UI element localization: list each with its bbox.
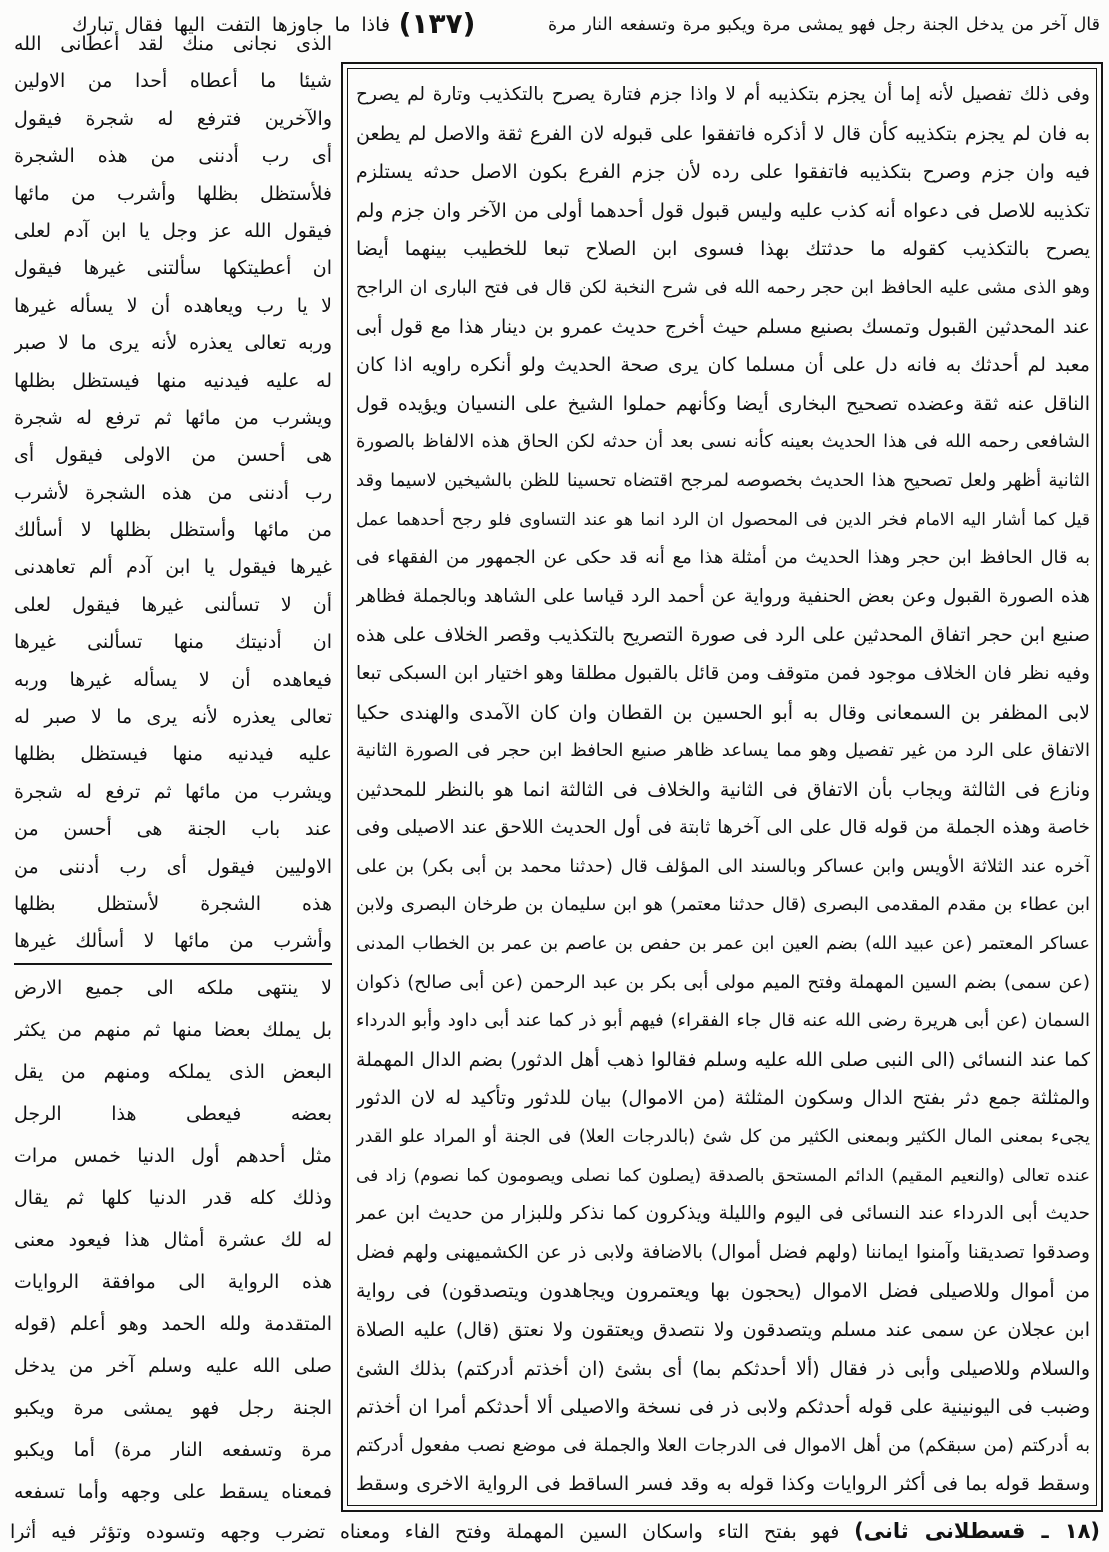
footer-text: فهو بفتح التاء واسكان السين المهملة وفتح الفاء ومعناه تضرب وجهه وتسوده وتؤثر فيه أثرا (10, 1521, 840, 1543)
margin-line: وربه تعالى يعذره لأنه يرى ما لا صبر (14, 332, 332, 355)
note-line: بعضه فيعطى هذا الرجل (14, 1103, 332, 1125)
margin-line: والآخرين فترفع له شجرة فيقول (14, 107, 332, 130)
margin-line: له عليه فيدنيه منها فيستظل بظلها (14, 369, 332, 392)
commentary-line: ونازع فى الثالثة ويجاب بأن الاتفاق فى الثانية والخلاف فى الثالثة انما هو بالنظر للمحدثين (356, 778, 1090, 801)
commentary-line: (عن سمى) بضم السين المهملة وفتح الميم مولى أبى بكر بن عبد الرحمن (عن أبى صالح) ذكوان (356, 971, 1090, 993)
note-line: لا ينتهى ملكه الى جميع الارض (14, 977, 332, 999)
margin-line: أن لا تسألنى غيرها فيقول لعلى (14, 593, 332, 616)
commentary-line: والسلام وللاصيلى وأبى ذر فقال (ألا أحدثكم بما) أى بشئ (ان أخذتم أدركتم) بذلك الشئ (356, 1357, 1090, 1380)
commentary-line: به فان لم يجزم بتكذيبه كأن قال لا أذكره فاتفقوا على قبوله لان الفرع ثقة والاصل لم يطعن (356, 122, 1090, 145)
margin-line: غيرها فيقول يا ابن آدم ألم تعاهدنى (14, 556, 332, 579)
commentary-line: وهو الذى مشى عليه الحافظ ابن حجر رحمه الله فى شرح النخبة لكن قال فى فتح البارى ان الراجح (356, 277, 1090, 298)
commentary-line: فيه وان جزم وصرح بتكذيبه فاتفقوا على رده لأن جزم الفرع بكون الاصل حدثه يستلزم (356, 161, 1090, 184)
running-head-left: فاذا ما جاوزها التفت اليها فقال تبارك (72, 14, 390, 36)
commentary-text (356, 76, 1090, 1504)
commentary-line: لابى المظفر بن السمعانى وقال به أبو الحسين بن القطان وان كان الآمدى والهندى حكيا (356, 701, 1090, 724)
margin-separator-rule (14, 963, 332, 965)
commentary-line: الاتفاق على الرد من غير تفصيل وهو مما يساعد ظاهر صنيع الحافظ ابن حجر فى الصورة الثانية (356, 740, 1090, 762)
margin-line: ويشرب من مائها ثم ترفع له شجرة (14, 406, 332, 429)
margin-line: ان أدنيتك منها تسألنى غيرها (14, 631, 332, 654)
commentary-line: هذه الصورة القبول وعن بعض الحنفية ورواية عن أحمد الرد قياسا على الشاهد وبالجملة فظاهر (356, 585, 1090, 607)
margin-line: ويشرب من مائها ثم ترفع له شجرة (14, 780, 332, 803)
margin-line: فلأستظل بظلها وأشرب من مائها (14, 182, 332, 205)
page-number: (١٣٧) (398, 7, 476, 40)
running-head-right: قال آخر من يدخل الجنة رجل فهو يمشى مرة ويكبو مرة وتسفعه النار مرة (548, 15, 1100, 35)
note-line: هذه الرواية الى موافقة الروايات (14, 1271, 332, 1293)
commentary-line: ابن عطاء بن مقدم المقدمى البصرى (قال حدثنا معتمر) هو ابن سليمان بن طرخان البصرى ولابن (356, 894, 1090, 916)
margin-line: عند باب الجنة هى أحسن من (14, 818, 332, 841)
margin-line: فيقول الله عز وجل يا ابن آدم لعلى (14, 219, 332, 242)
margin-line: تعالى يعذره لأنه يرى ما لا صبر له (14, 706, 332, 729)
margin-notes (14, 967, 332, 1513)
note-line: فمعناه يسقط على وجهه وأما تسفعه (14, 1481, 332, 1503)
note-line: مرة وتسفعه النار مرة) أما ويكبو (14, 1439, 332, 1461)
margin-line: هى أحسن من الاولى فيقول أى (14, 444, 332, 467)
commentary-line: عساكر المعتمر (عن عبيد الله) بضم العين ابن عمر بن حفص بن عاصم بن عمر بن الخطاب المدنى (356, 934, 1090, 955)
commentary-line: صنيع ابن حجر اتفاق المحدثين على الرد فى صورة التصريح بالتكذيب وقصر الخلاف على هذه (356, 624, 1090, 647)
commentary-line: وفيه نظر فان الخلاف موجود فمن متوقف ومن قائل بالقبول مطلقا وهو اختيار ابن السبكى تبعا (356, 662, 1090, 684)
commentary-line: ابن عجلان عن سمى عند مسلم ويتصدقون ولا نتصدق ويعتقون ولا نعتق (قال) عليه الصلاة (356, 1319, 1090, 1341)
note-line: صلى الله عليه وسلم آخر من يدخل (14, 1355, 332, 1377)
page-footer (10, 1514, 1100, 1548)
note-line: مثل أحدهم أول الدنيا خمس مرات (14, 1145, 332, 1167)
margin-line: لا يا رب ويعاهده أن لا يسأله غيرها (14, 294, 332, 317)
note-line: البعض الذى يملكه ومنهم من يقل (14, 1061, 332, 1083)
margin-line: أى رب أدننى من هذه الشجرة (14, 145, 332, 168)
commentary-line: تكذيبه للاصل فى دعواه أنه كذب عليه وليس قبول قول أحدهما أولى من الآخر وان جزم ولم (356, 199, 1090, 222)
commentary-line: الشافعى رحمه الله فى هذا الحديث بعينه كأنه نسى بعد أن حدثه لكن الحاق هذه الالفاظ بالصورة (356, 431, 1090, 453)
commentary-line: آخره عند الثلاثة الأويس وابن عساكر وبالسند الى المؤلف قال (حدثنا محمد بن أبى بكر) بن على (356, 855, 1090, 877)
commentary-line: معبد لم أحدثك به فانه دل على أن مسلما كان يرى صحة الحديث ولو أنكره راويه اذا كان (356, 354, 1090, 377)
commentary-line: وصدقوا تصديقنا وآمنوا ايماننا (ولهم فضل أموال) بالاضافة ولابى ذر عن الكشميهنى ولهم فضل (356, 1241, 1090, 1263)
commentary-line: والمثلثة جمع دثر بفتح الدال وسكون المثلثة (من الاموال) بيان للدثور وتأكيد له لان الدثور (356, 1087, 1090, 1110)
note-line: بل يملك بعضا منها ثم منهم من يكثر (14, 1019, 332, 1041)
margin-line: ان أعطيتكها سألتنى غيرها فيقول (14, 257, 332, 280)
commentary-line: كما عند النسائى (الى النبى صلى الله عليه وسلم فقالوا ذهب أهل الدثور) بضم الدال المهملة (356, 1048, 1090, 1071)
note-line: المتقدمة ولله الحمد وهو أعلم (قوله (14, 1313, 332, 1335)
commentary-line: حديث أبى الدرداء عند النسائى فى اليوم والليلة ويذكرون كما نذكر وللبزار من حديث ابن عمر (356, 1203, 1090, 1225)
commentary-line: عند المحدثين القبول وتمسك بصنيع مسلم حيث أخرج حديث عمرو بن دينار هذا مع قول أبى (356, 315, 1090, 338)
margin-line: رب أدننى من هذه الشجرة لأشرب (14, 481, 332, 504)
commentary-line: وفى ذلك تفصيل لأنه إما أن يجزم بتكذيبه أم لا واذا جزم فتارة يصرح بالتكذيب وتارة لم يصرح (356, 84, 1090, 105)
commentary-line: الناقل عنه ثقة وعضده تصحيح البخارى أيضا وكأنهم حملوا الشيخ على النسيان ويؤيده قول (356, 392, 1090, 415)
commentary-line: من أموال وللاصيلى فضل الاموال (يحجون بها ويعتمرون ويجاهدون ويتصدقون) فى رواية (356, 1280, 1090, 1303)
commentary-line: عنده تعالى (والنعيم المقيم) الدائم المستحق بالصدقة (يصلون كما نصلى ويصومون كما نصوم) زاد فى (356, 1165, 1090, 1186)
note-line: له لك عشرة أمثال هذا فيعود معنى (14, 1229, 332, 1251)
margin-line: هذه الشجرة لأستظل بظلها (14, 892, 332, 915)
margin-line: الاوليين فيقول أى رب أدننى من (14, 855, 332, 878)
commentary-line: يجىء بمعنى المال الكثير وبمعنى الكثير من كل شئ (بالدرجات العلا) فى الجنة أو المراد علو القدر (356, 1127, 1090, 1148)
commentary-line: به قال الحافظ ابن حجر وهذا الحديث من أمثلة هذا مع أنه قد حكى عن الجمهور من الفقهاء فى (356, 547, 1090, 569)
margin-line: الذى نجانى منك لقد أعطانى الله (14, 33, 332, 55)
commentary-line: السمان (عن أبى هريرة رضى الله عنه قال جاء الفقراء) فيهم أبو ذر كما عند أبى داود وأبو الدرداء (356, 1010, 1090, 1032)
commentary-line: الثانية أظهر ولعل تصحيح هذا الحديث بخصوصه لمرجح اقتضاه تحسينا للظن بالشيخين لاسيما وقد (356, 469, 1090, 491)
commentary-line: وضبب فى اليونينية على قوله أحدثكم ولابى ذر فى نسخة والاصيلى ألا أحدثكم أمرا ان أخذتم (356, 1396, 1090, 1419)
commentary-line: قيل كما أشار اليه الامام فخر الدين فى المحصول ان الرد انما هو عند التساوى فلو رجح أحدهما عمل (356, 509, 1090, 530)
note-line: وذلك كله قدر الدنيا كلها ثم يقال (14, 1187, 332, 1209)
margin-line: شيئا ما أعطاه أحدا من الاولين (14, 70, 332, 93)
margin-hadith-text (14, 26, 332, 961)
commentary-line: به أدركتم (من سبقكم) من أهل الاموال فى الدرجات العلا والجملة فى موضع نصب مفعول أدركتم (356, 1434, 1090, 1456)
margin-line: وأشرب من مائها لا أسألك غيرها (14, 930, 332, 953)
commentary-line: خاصة وهذه الجملة من قوله قال على الى آخرها ثابتة فى أول الحديث اللاحق عند الاصيلى وفى (356, 817, 1090, 839)
margin-line: فيعاهده أن لا يسأله غيرها وربه (14, 668, 332, 691)
margin-line: عليه فيدنيه منها فيستظل بظلها (14, 743, 332, 766)
note-line: الجنة رجل فهو يمشى مرة ويكبو (14, 1397, 332, 1419)
commentary-line: يصرح بالتكذيب كقوله ما حدثتك بهذا فسوى ابن الصلاح تبعا للخطيب بينهما أيضا (356, 238, 1090, 261)
commentary-line: وسقط قوله بما فى أكثر الروايات وكذا قوله به وقد فسر الساقط فى الرواية الاخرى وسقط (356, 1473, 1090, 1496)
signature-mark: (١٨ ـ قسطلانى ثانى) (854, 1519, 1100, 1543)
margin-line: من مائها وأستظل بظلها لا أسألك (14, 519, 332, 542)
